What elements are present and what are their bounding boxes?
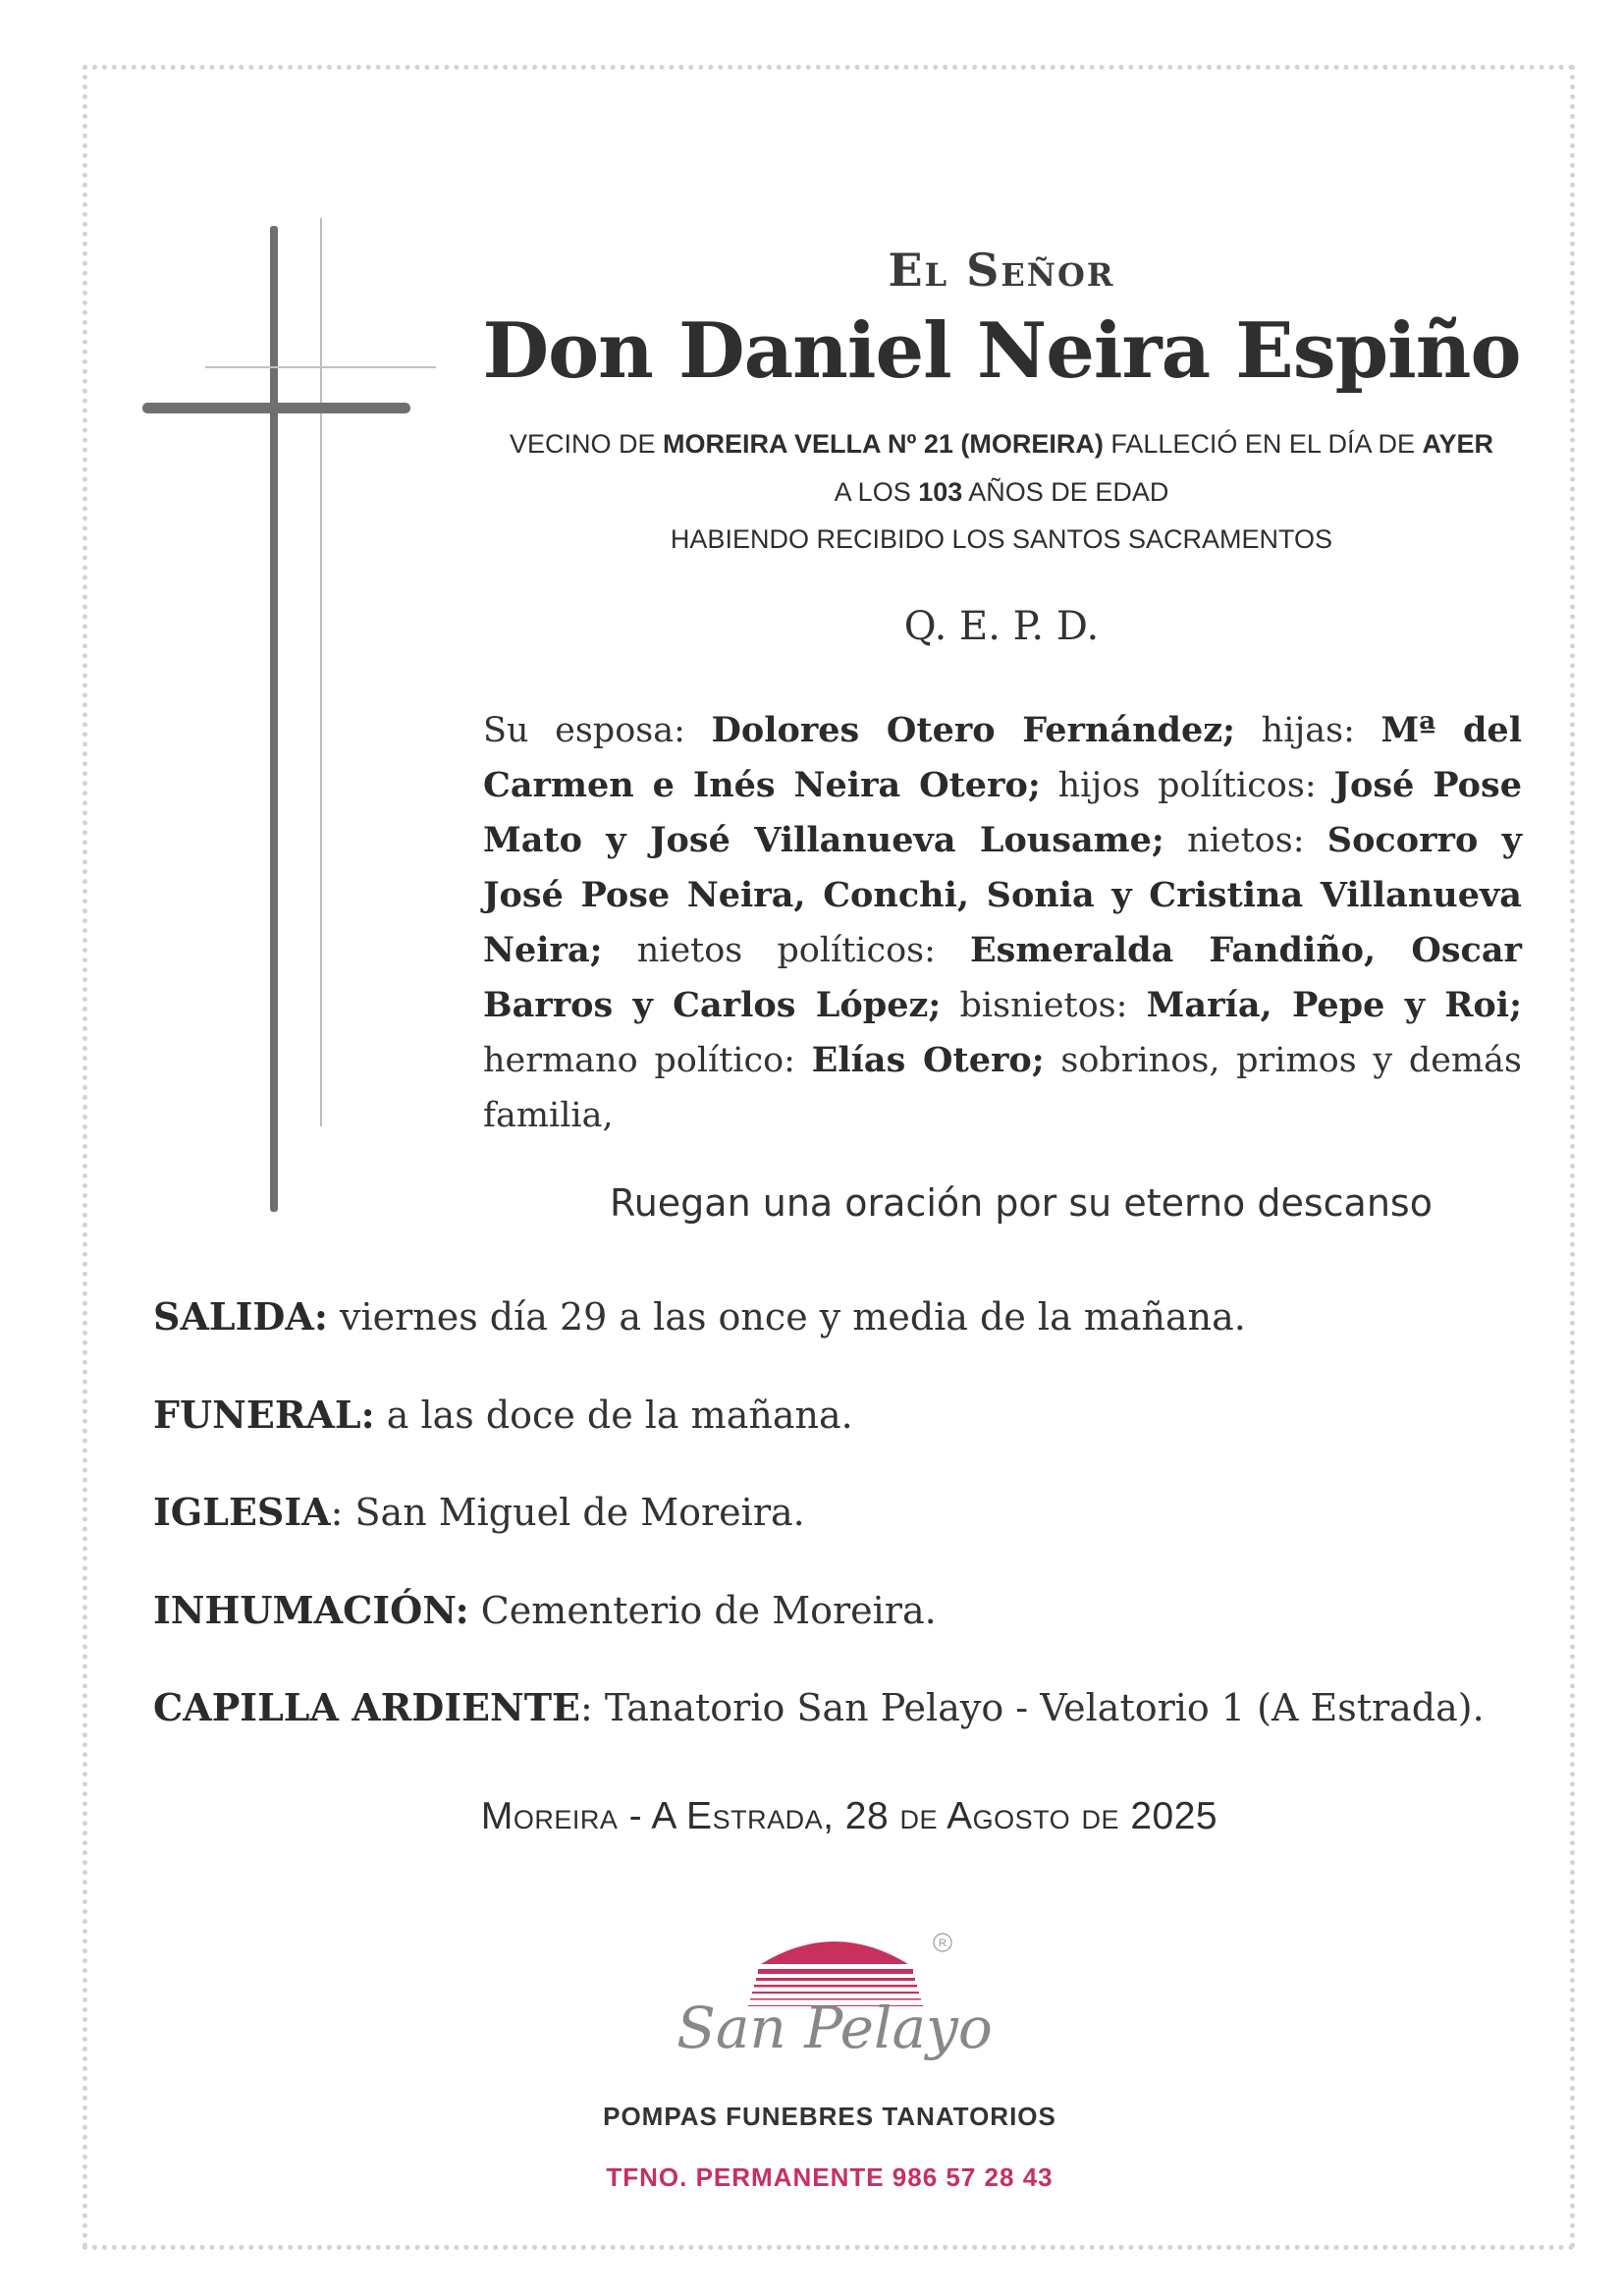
residence-line-1-segment: FALLECIÓ EN EL DÍA DE [1103, 429, 1423, 459]
deceased-name: Don Daniel Neira Espiño [482, 306, 1521, 396]
san-pelayo-logo [668, 1925, 992, 2092]
detail-inhumacion-value: Cementerio de Moreira. [468, 1589, 937, 1632]
detail-capilla [153, 1685, 1485, 1729]
family-paragraph-segment: hermano político: [483, 1041, 812, 1080]
detail-funeral [153, 1393, 853, 1437]
residence-line-2-segment: 103 [918, 477, 963, 507]
detail-salida-value: viernes día 29 a las once y media de la mañana. [327, 1295, 1246, 1339]
family-paragraph-segment: Dolores Otero Fernández; [711, 710, 1236, 750]
residence-line-1 [471, 429, 1532, 460]
family-paragraph-segment: hijos políticos: [1040, 766, 1334, 805]
heading-lead: El Señor [888, 244, 1115, 297]
residence-line-3-segment: HABIENDO RECIBIDO LOS SANTOS SACRAMENTOS [670, 524, 1333, 554]
services-label: POMPAS FUNEBRES TANATORIOS [603, 2102, 1056, 2131]
family-paragraph-segment: Socorro y José Pose Neira, Conchi, Sonia y Cristina Villanueva Neira; [483, 820, 1522, 970]
family-paragraph-segment: nietos: [1163, 821, 1327, 860]
detail-funeral-label: FUNERAL: [153, 1393, 375, 1437]
residence-line-1-segment: MOREIRA VELLA Nº 21 (MOREIRA) [662, 429, 1104, 459]
family-paragraph-segment: Esmeralda Fandiño, Oscar Barros y Carlos López; [483, 930, 1522, 1025]
place-date: Moreira - A Estrada, 28 de Agosto de 2025 [480, 1795, 1218, 1837]
family-paragraph-segment: nietos políticos: [602, 931, 970, 970]
detail-iglesia [153, 1490, 805, 1534]
detail-capilla-value: : Tanatorio San Pelayo - Velatorio 1 (A Estrada). [579, 1686, 1485, 1729]
residence-line-3 [471, 524, 1532, 555]
qepd: Q. E. P. D. [903, 604, 1100, 649]
residence-line-1-segment: VECINO DE [509, 429, 663, 459]
residence-line-2-segment: A LOS [834, 477, 919, 507]
detail-capilla-label: CAPILLA ARDIENTE [153, 1685, 580, 1729]
family-paragraph-segment: sobrinos, primos y demás familia, [483, 1041, 1522, 1135]
detail-salida-label: SALIDA: [153, 1294, 328, 1339]
detail-funeral-value: a las doce de la mañana. [374, 1394, 853, 1437]
family-paragraph-segment: Su esposa: [483, 711, 712, 750]
detail-inhumacion [153, 1588, 937, 1632]
residence-line-2 [471, 477, 1532, 508]
detail-salida [153, 1294, 1246, 1339]
prayer-request: Ruegan una oración por su eterno descanso [610, 1181, 1433, 1225]
registered-mark: R [939, 1938, 947, 1949]
detail-iglesia-value: : San Miguel de Moreira. [330, 1491, 805, 1534]
residence-line-2-segment: AÑOS DE EDAD [962, 477, 1169, 507]
family-paragraph-segment: Mª del Carmen e Inés Neira Otero; [483, 710, 1522, 805]
logo-text: San Pelayo [676, 1995, 992, 2061]
family-paragraph-segment: bisnietos: [941, 986, 1147, 1025]
family-paragraph [483, 703, 1522, 1143]
phone-number: TFNO. PERMANENTE 986 57 28 43 [606, 2162, 1054, 2192]
sunset-logo-icon [668, 1925, 992, 2092]
family-paragraph-segment: María, Pepe y Roi; [1146, 985, 1522, 1025]
detail-iglesia-label: IGLESIA [153, 1490, 331, 1534]
family-paragraph-segment: José Pose Mato y José Villanueva Lousame; [483, 765, 1522, 860]
detail-inhumacion-label: INHUMACIÓN: [153, 1588, 469, 1632]
family-paragraph-segment: Elías Otero; [811, 1040, 1045, 1080]
family-paragraph-segment: hijas: [1235, 711, 1381, 750]
residence-line-1-segment: AYER [1422, 429, 1494, 459]
